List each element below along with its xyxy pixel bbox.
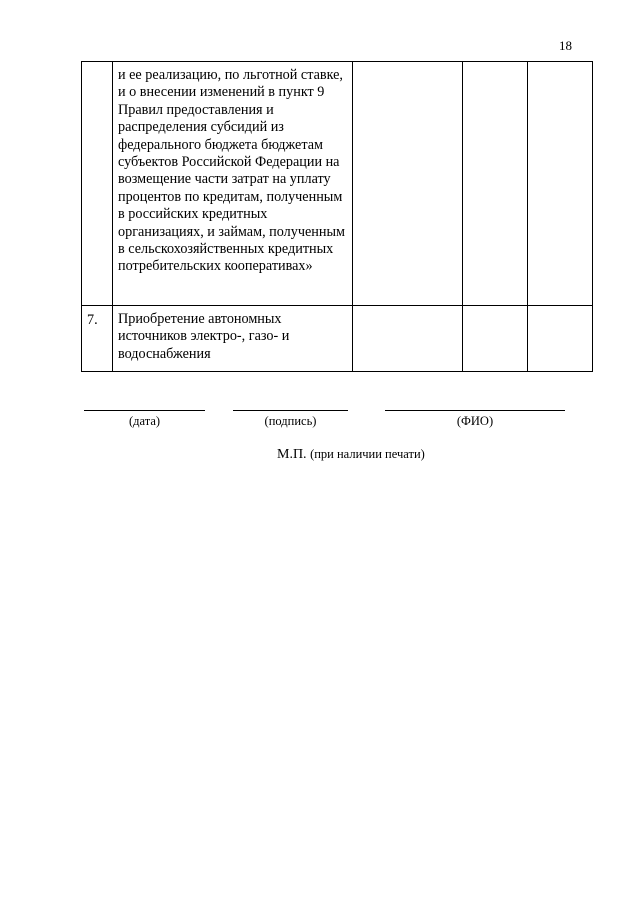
expenses-table — [81, 61, 593, 372]
table-row — [82, 62, 593, 306]
full-name-signature-line — [385, 410, 565, 411]
row-number-cell — [82, 62, 113, 306]
row-value-cell — [463, 62, 528, 306]
row-value-cell — [528, 62, 593, 306]
row-value-cell — [528, 306, 593, 372]
signature-caption: (подпись) — [264, 414, 317, 428]
date-caption: (дата) — [128, 414, 161, 428]
row-description-cell: Приобретение автономных источников электро-, газо- и водоснабжения — [113, 306, 353, 372]
row-number-cell: 7. — [82, 306, 113, 372]
stamp-label: М.П. — [277, 447, 307, 462]
signature-line — [233, 410, 348, 411]
date-signature-line — [84, 410, 205, 411]
row-value-cell — [463, 306, 528, 372]
page-number: 18 — [559, 38, 572, 53]
row-value-cell — [353, 306, 463, 372]
row-description-cell: и ее реализацию, по льготной ставке, и о внесении изменений в пункт 9 Правил предоставления и распределения субсидий из федерального бюджета бюджетам субъектов Российской Федерации на возмещение части затрат на уплату процентов по кредитам, полученным в российских кредитных организациях, и займам, полученным в сельскохозяйственных кредитных потребительских кооперативах» — [113, 62, 353, 306]
stamp-condition-note: (при наличии печати) — [310, 447, 425, 461]
row-value-cell — [353, 62, 463, 306]
full-name-caption: (ФИО) — [456, 414, 494, 428]
table-row — [82, 306, 593, 372]
stamp-note — [277, 447, 425, 463]
